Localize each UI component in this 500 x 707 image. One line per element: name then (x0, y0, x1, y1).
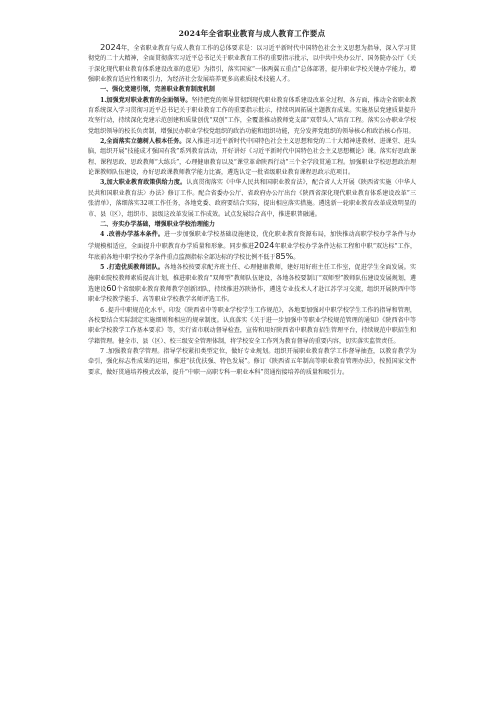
item-heading-6: 6 .提升中职规范化水平。 (100, 306, 169, 314)
intro-paragraph (88, 42, 416, 85)
item-end-4: 。 (293, 253, 300, 261)
intro-year: 2024 (100, 42, 121, 52)
item-heading-2: 2,全面落实立德树人根本任务。 (100, 138, 186, 146)
item-body-6: 印发《陕西省中等职业学校学生工作规范》，各地要加强对中职学校学生工作的指导和管理，各校要结合实际制定实施细则和相应的规章制度。认真落实《关于进一步加强中等职业学校规范管理的通知》《陕西省中等职业学校教学工作基本要求》等，实行省市联动督导检查，宣传和用好陕西省中职教育招生管理平台，持续规范中职招生和学籍管理。健全市、县（区）、校三级安全管理体制，将学校安全工作列为教育督导的重要内容，切实落实监管责任。 (88, 306, 416, 345)
item-number-5: 60 (106, 283, 117, 293)
paragraph-2 (88, 137, 416, 178)
paragraph-5 (88, 263, 416, 305)
item-body-7: 指导学校紧扣类型定位，做好专业规划。组织开展职业教育教学工作督导抽查，以教育教学为牵引，强化标志性成果的运用，推进“扶优扶强、特色发展”。修订《陕西省五年制高等职业教育管理办法》，按照国家文件要求，做好贯通培养模式改革，提升“中职一高职专科一职业本科”贯通衔接培养的质量和吸引力。 (88, 347, 416, 376)
paragraph-6 (88, 306, 416, 347)
item-body-5b: 个省级职业教育教师教学创新团队，持续推进苏陕协作，遴选专业技术人才赴江苏学习交流，组织开展陕西中等职业学校教学能手、高等职业学校教学名师评选工作。 (88, 285, 417, 304)
item-body-3: 认真贯彻落实《中华人民共和国职业教育法》，配合省人大开展《陕西省实施〈中华人民共和国职业教育法〉办法》修订工作。配合省委办公厅、省政府办公厅出台《陕西省深化现代职业教育体系建设改革”三张清单》，落细落实32项工作任务，各地党委、政府要结合实际，提出相应落实措施。遴选新一轮职业教育改革成效明显的市、县（区），组织市、县级这改革发展工作成效。试点发展综合高中，推进职普融通。 (88, 179, 417, 218)
paragraph-7 (88, 347, 416, 378)
item-year-4: 2024 (254, 240, 275, 250)
item-heading-1: 1.加强党对职业教育的全面领导。 (100, 96, 192, 104)
item-body-4a: 进一步加强职业学校基础设施建设，优化职业教育资源布局，加快推动高职学校办学条件与办学规模相适应，全面提升中职教育办学质量和形象。同步推进 (88, 231, 416, 250)
item-percent-4: 85% (275, 251, 294, 261)
item-heading-3: 3,加大职业教育政策供给力度。 (100, 179, 187, 187)
document-page (88, 28, 416, 378)
paragraph-4 (88, 230, 416, 263)
section-heading-1: 一、强化党建引领，完善职业教育制度机制 (100, 86, 215, 94)
item-body-1: 坚持把党的领导贯彻到现代职业教育体系建设改革全过程、各方面，推动全省职业教育系统深入学习贯彻习近平总书记关于职业教育工作的重要指示批示，持续巩固拓展主题教育成果。实施基层党建质量提升攻坚行动，持续深化党建示范创建和质量创优“双创”工作，全覆盖推动教师党支部“双带头人”培育工程。落实公办职业学校党组织领导的校长负责制，增强民办职业学校党组织的政治功能和组织功能，充分发挥党组织的领导核心和政治核心作用。 (88, 96, 417, 135)
item-body-2: 深入推进习近平新时代中国特色社会主义思想和党的二十大精神进教材、进课堂、进头脑，组织开展“技能成才强国有我”系列教育活动，开好讲好《习近平新时代中国特色社会主义思想概论》课。落实好思政课程、课程思政、思政教师“大练兵”，心理健康教育以及“课堂革命陕西行动”三个全学段贯通工程。加强职业学校思想政治理论课教师队伍建设，办好思政课教师教学能力比赛，遴选认定一批省级职业教育课程思政示范项目。 (88, 138, 417, 177)
item-body-5a: 各地各校按要求配齐班主任、心理健康教师，建好用好班主任工作室，促进学生全面发展。实施职业院校教师素质提高计划，推进职业教育“双师型”教师队伍建设，各地各校要制订“双师型”教师队伍建设发展规划，遴选建设 (88, 264, 416, 293)
paragraph-3 (88, 178, 416, 219)
document-title: 2024年全省职业教育与成人教育工作要点 (178, 29, 326, 38)
item-heading-4: 4 .改善办学基本条件。 (100, 231, 165, 239)
section-heading-2: 二、夯实办学基础，增强职业学校治理能力 (100, 220, 215, 228)
item-body-4b: 年职业学校办学条件达标工程和中职“双达标”工作，年底前各地中职学校办学条件重点监测指标全部达标的学校比例不低于 (88, 242, 416, 261)
paragraph-1 (88, 96, 416, 137)
item-heading-5: 5 .打造优质教师团队。 (100, 264, 165, 272)
intro-text: 年，全省职业教育与成人教育工作的总体要求是：以习近平新时代中国特色社会主义思想为指导，深入学习贯彻党的二十大精神，全面贯彻落实习近平总书记关于职业教育工作的重要指示批示，以中共中央办公厅、国务院办公厅《关于深化现代职业教育体系建设改革的意见》为指引，落实国家“一体两翼五重点”总体部署，提升职业学校关键办学能力，增强职业教育适应性和吸引力，为经济社会发展培养更多高素质技术技能人才。 (88, 45, 416, 84)
item-heading-7: 7 .加强教育教学管理。 (100, 347, 164, 355)
